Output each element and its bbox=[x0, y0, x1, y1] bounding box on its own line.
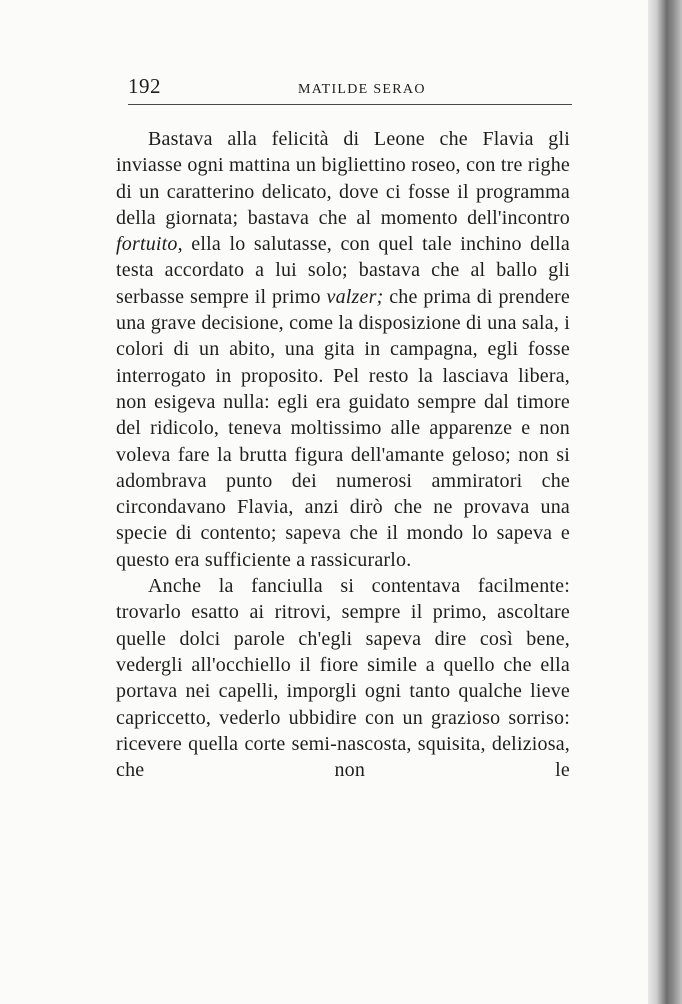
paragraph-1 bbox=[116, 126, 570, 573]
page-number: 192 bbox=[128, 74, 161, 98]
running-title: MATILDE SERAO bbox=[298, 82, 426, 97]
body-text bbox=[116, 126, 570, 783]
paragraph-1-part-3: che prima di prendere una grave decisione, come la disposizione di una sala, i colori di un abito, una gita in campagna, egli fosse interrogato in proposito. Pel resto la lasciava libera, non esigeva nulla: egli era guidato sempre dal timore del ridicolo, teneva moltissimo alle apparenze e non voleva fare la brutta figura dell'amante geloso; non si adombrava punto dei numerosi ammiratori che circondavano Flavia, anzi dirò che ne provava una specie di contento; sapeva che il mondo lo sapeva e questo era sufficiente a rassicurarlo. bbox=[116, 285, 570, 571]
paragraph-1-part-2: , ella lo salutasse, con quel tale inchino della testa accordato a lui solo; bastava che al ballo gli serbasse sempre il primo bbox=[116, 233, 570, 308]
paragraph-1-part-1: Bastava alla felicità di Leone che Flavia gli inviasse ogni mattina un bigliettino roseo, con tre righe di un caratterino delicato, dove ci fosse il programma della giornata; bastava che al momento dell'incontro bbox=[116, 128, 570, 229]
italic-fortuito: fortuito bbox=[116, 233, 178, 256]
header-rule bbox=[128, 104, 572, 105]
paragraph-2: Anche la fanciulla si contentava facilmente: trovarlo esatto ai ritrovi, sempre il primo, ascoltare quelle dolci parole ch'egli sapeva dire così bene, vedergli all'occhiello il fiore simile a quello che ella portava nei capelli, imporgli ogni tanto qualche lieve capriccetto, vederlo ubbidire con un grazioso sorriso: ricevere quella corte semi-nascosta, squisita, deliziosa, che non le bbox=[116, 575, 570, 782]
page-header bbox=[128, 74, 572, 100]
binding-shadow bbox=[648, 0, 682, 1004]
italic-valzer: valzer; bbox=[326, 285, 384, 308]
